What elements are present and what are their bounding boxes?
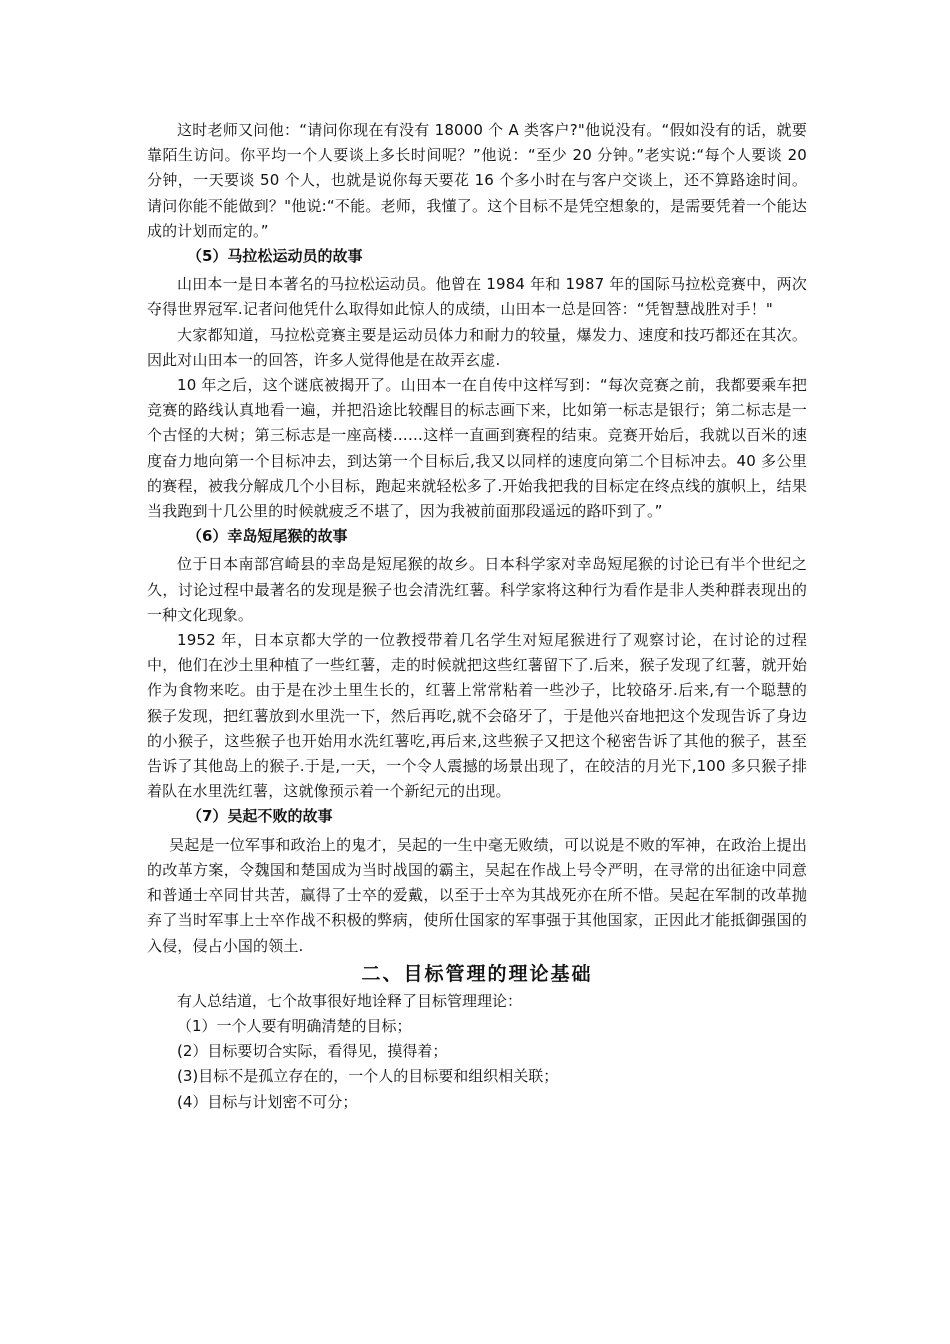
theory-point: （1）一个人要有明确清楚的目标； (177, 1016, 412, 1035)
theory-point: (3)目标不是孤立存在的，一个人的目标要和组织相关联； (177, 1067, 559, 1086)
summary-intro: 有人总结道，七个故事很好地诠释了目标管理理论： (177, 991, 523, 1010)
paragraph-wuqi: 吴起是一位军事和政治上的鬼才，吴起的一生中毫无败绩，可以说是不败的军神，在政治上提出的改革方案，令魏国和楚国成为当时战国的霸主，吴起在作战上号令严明，在寻常的出征途中同意和普通士卒同甘共苦，赢得了士卒的爱戴，以至于士卒为其战死亦在所不惜。吴起在军制的改革抛弃了当时军事上士卒作战不积极的弊病，使所仕国家的军事强于其他国家，正因此才能抵御强国的入侵，侵占小国的领土. (147, 835, 807, 955)
paragraph-monkey-intro: 位于日本南部宫崎县的幸岛是短尾猴的故乡。日本科学家对幸岛短尾猴的讨论已有半个世纪之久，讨论过程中最著名的发现是猴子也会清洗红薯。科学家将这种行为看作是非人类种群表现出的一种文化现象。 (147, 555, 807, 624)
paragraph-marathon-secret: 10 年之后，这个谜底被揭开了。山田本一在自传中这样写到：“每次竞赛之前，我都要乘车把竞赛的路线认真地看一遍，并把沿途比较醒目的标志画下来，比如第一标志是银行；第二标志是一个古怪的大树；第三标志是一座高楼……这样一直画到赛程的结束。竞赛开始后，我就以百米的速度奋力地向第一个目标冲去，到达第一个目标后,我又以同样的速度向第二个目标冲去。40 多公里的赛程，被我分解成几个小目标，跑起来就轻松多了.开始我把我的目标定在终点线的旗帜上，结果当我跑到十几公里的时候就疲乏不堪了，因为我被前面那段遥远的路吓到了。” (147, 376, 807, 521)
section-title: 二、目标管理的理论基础 (361, 962, 593, 985)
theory-point: (2）目标要切合实际，看得见，摸得着； (177, 1042, 448, 1061)
heading-monkey-story: （6）幸岛短尾猴的故事 (187, 527, 348, 546)
paragraph-teacher-dialogue: 这时老师又问他：“请问你现在有没有 18000 个 A 类客户?"他说没有。“假如没有的话，就要靠陌生访问。你平均一个人要谈上多长时间呢？”他说：“至少 20 分钟。”老实说:“每个人要谈 20 分钟，一天要谈 50 个人，也就是说你每天要花 16 个多小时在与客户交谈上，还不算路途时间。请问你能不能做到？"他说:“不能。老师，我懂了。这个目标不是凭空想象的，是需要凭着一个能达成的计划而定的。” (147, 121, 807, 240)
paragraph-monkey-experiment: 1952 年，日本京都大学的一位教授带着几名学生对短尾猴进行了观察讨论，在讨论的过程中，他们在沙土里种植了一些红薯，走的时候就把这些红薯留下了.后来，猴子发现了红薯，就开始作为食物来吃。由于是在沙土里生长的，红薯上常常粘着一些沙子，比较硌牙.后来,有一个聪慧的猴子发现，把红薯放到水里洗一下，然后再吃,就不会硌牙了，于是他兴奋地把这个发现告诉了身边的小猴子，这些猴子也开始用水洗红薯吃,再后来,这些猴子又把这个秘密告诉了其他的猴子，甚至告诉了其他岛上的猴子.于是,一天，一个令人震撼的场景出现了，在皎洁的月光下,100 多只猴子排着队在水里洗红薯，这就像预示着一个新纪元的出现。 (147, 631, 807, 801)
document-body (147, 118, 807, 1115)
heading-wuqi-story: （7）吴起不败的故事 (187, 807, 333, 826)
heading-marathon-story: （5）马拉松运动员的故事 (187, 247, 363, 266)
paragraph-marathon-intro: 山田本一是日本著名的马拉松运动员。他曾在 1984 年和 1987 年的国际马拉松竞赛中，两次夺得世界冠军.记者问他凭什么取得如此惊人的成绩，山田本一总是回答：“凭智慧战胜对手！" (147, 275, 807, 319)
paragraph-marathon-skepticism: 大家都知道，马拉松竞赛主要是运动员体力和耐力的较量，爆发力、速度和技巧都还在其次。因此对山田本一的回答，许多人觉得他是在故弄玄虚. (147, 325, 807, 369)
theory-point: (4）目标与计划密不可分； (177, 1092, 358, 1111)
